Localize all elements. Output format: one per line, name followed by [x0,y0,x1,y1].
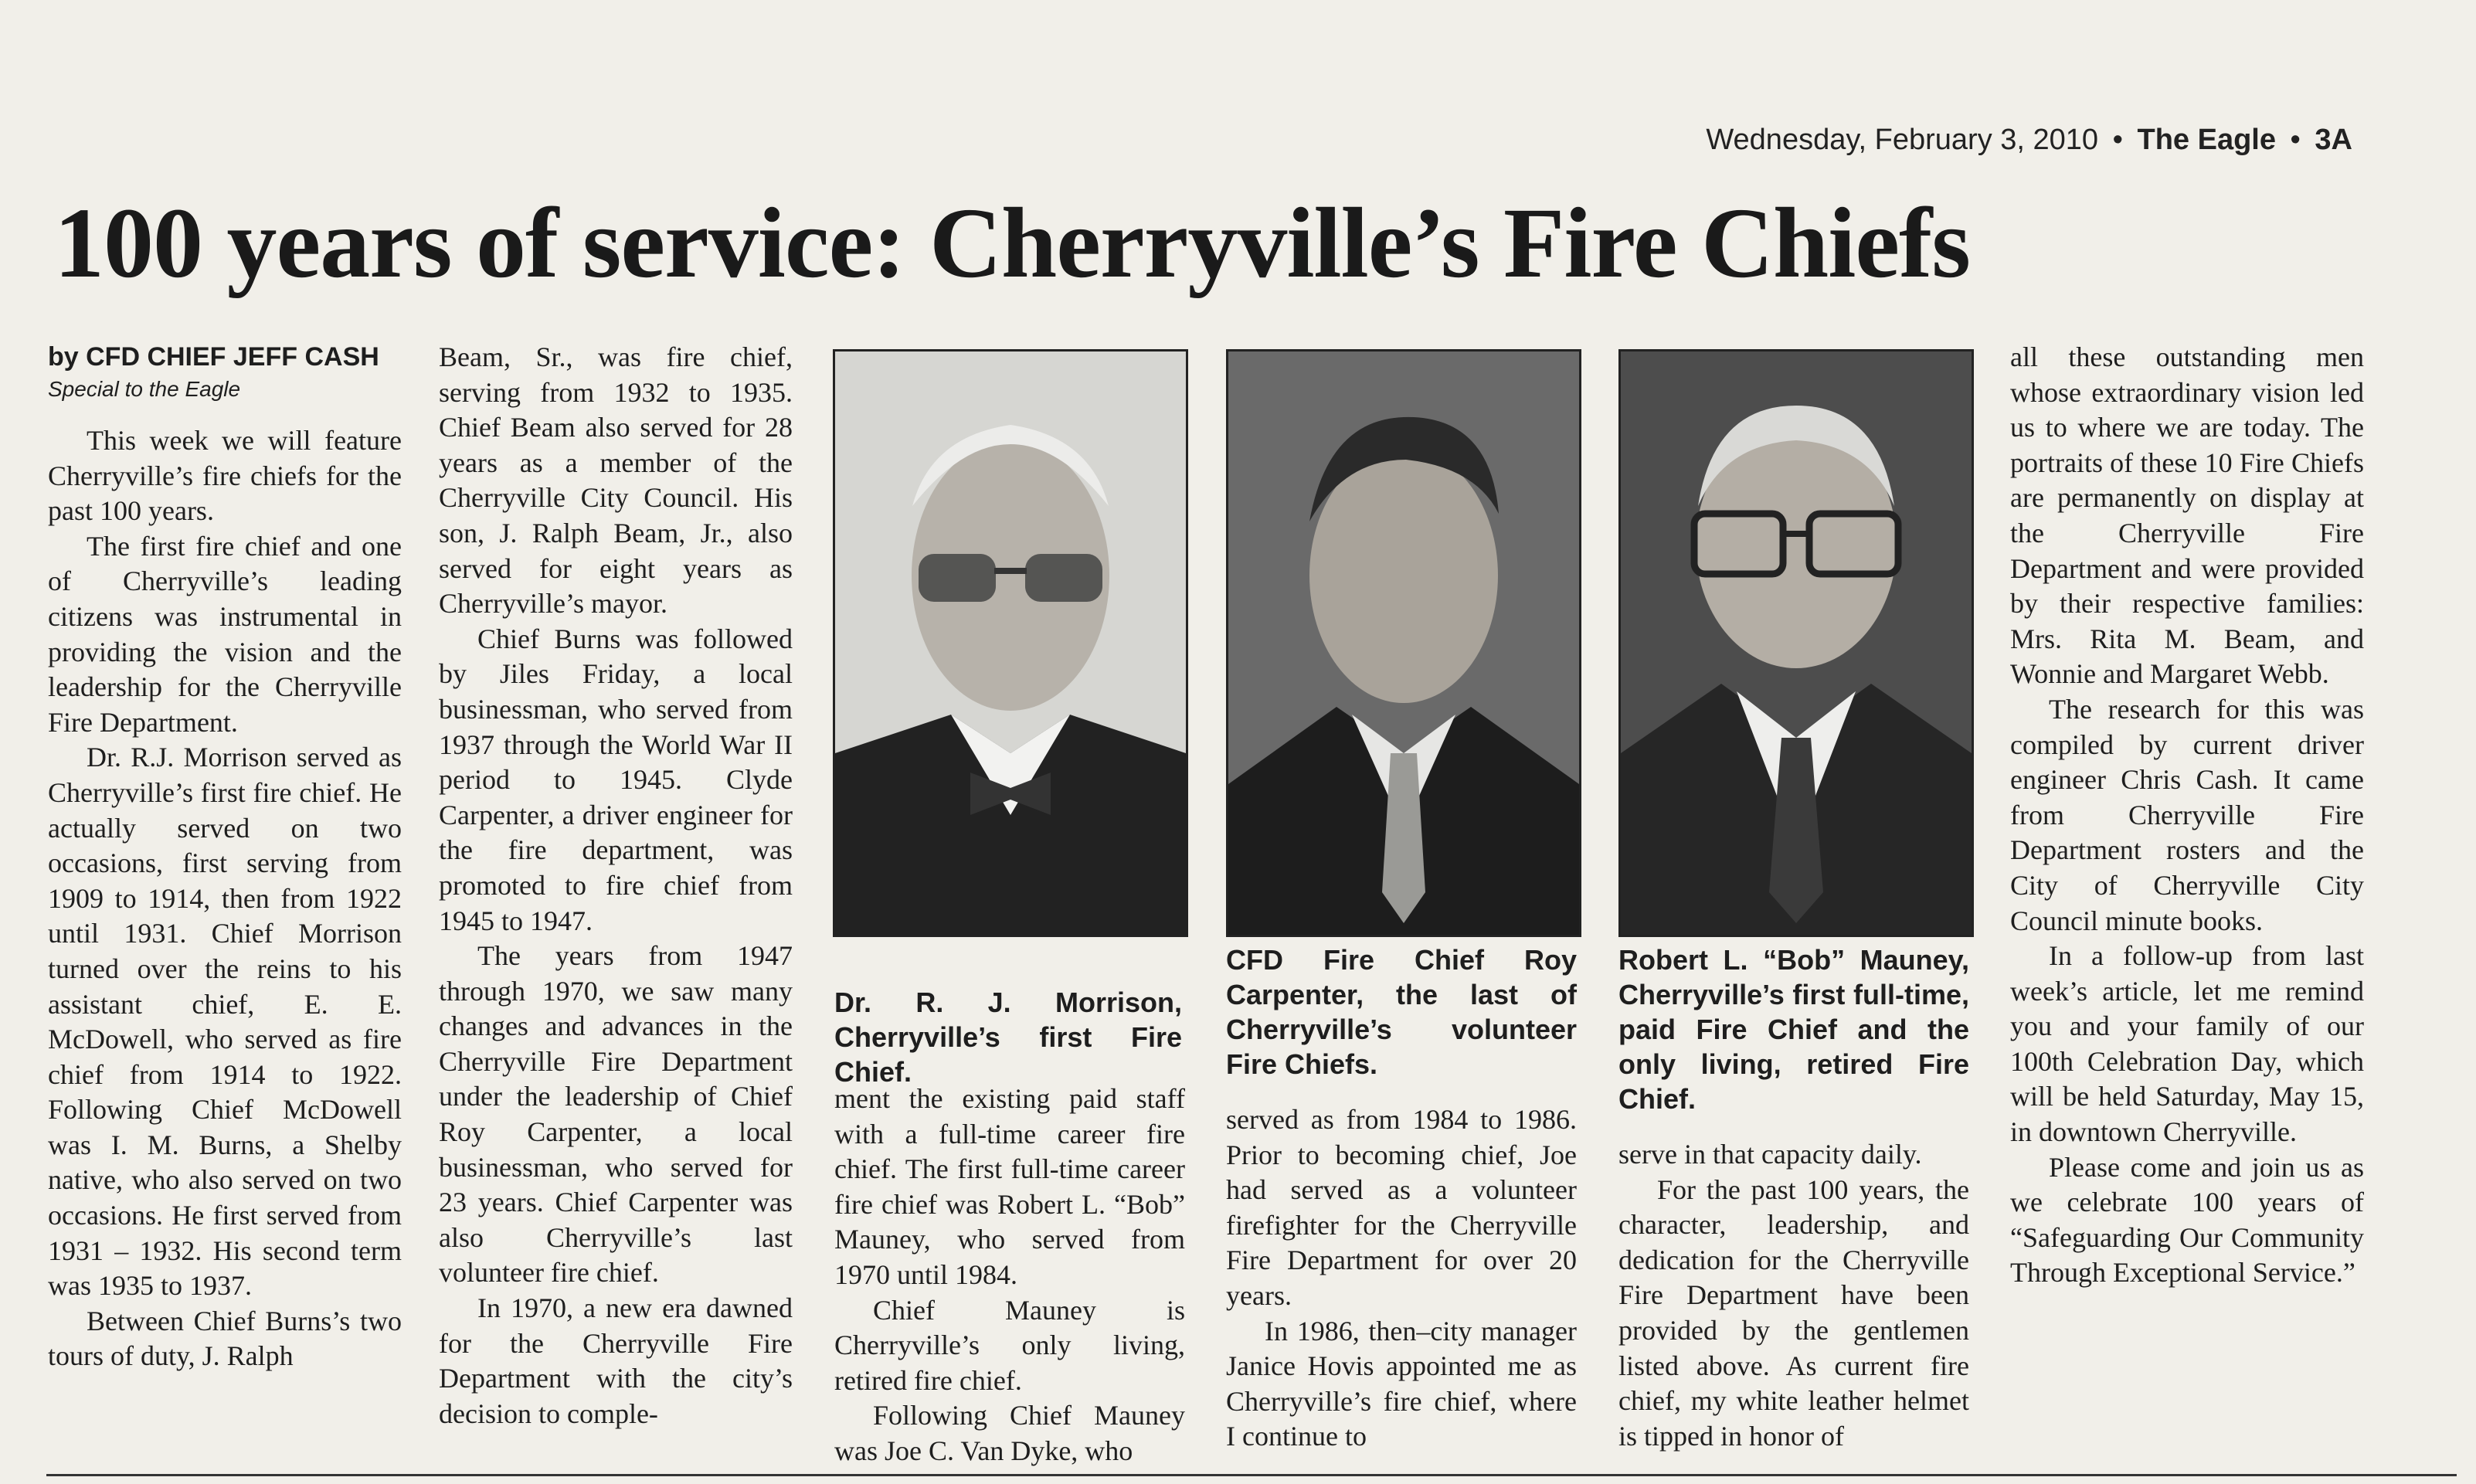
photo-caption: Robert L. “Bob” Mauney, Cherryville’s first full-time, paid Fire Chief and the only living, retired Fire Chief. [1618,944,1969,1115]
paragraph: The years from 1947 through 1970, we saw many changes and advances in the Cherryville Fire Department under the leadership of Chief Roy Carpenter, a local businessman, who served for 23 years. Chief Carpenter was also Cherryville’s last volunteer fire chief. [439,940,793,1289]
column-2 [439,340,793,1431]
paragraph: For the past 100 years, the character, leadership, and dedication for the Cherryville Fire Department have been provided by the gentlemen listed above. As current fire chief, my white leather helmet is tipped in honor of [1618,1173,1969,1452]
paragraph: Chief Burns was followed by Jiles Friday, a local businessman, who served from 1937 through the World War II period to 1945. Clyde Carpenter, a driver engineer for the fire department, was promoted to fire chief from 1945 to 1947. [439,623,793,936]
byline-subtitle: Special to the Eagle [48,377,241,401]
paragraph: Dr. R.J. Morrison served as Cherryville’s first fire chief. He actually served on two occasions, first serving from 1909 to 1914, then from 1922 until 1931. Chief Morrison turned over the reins to his assistant chief, E. E. McDowell, who served as fire chief from 1914 to 1922. Following Chief McDowell was I. M. Burns, a Shelby native, who also served on two occasions. He first served from 1931 – 1932. His second term was 1935 to 1937. [48,742,402,1302]
paragraph: In 1970, a new era dawned for the Cherryville Fire Department with the city’s decision to comple- [439,1292,793,1429]
paragraph: ment the existing paid staff with a full-time career fire chief. The first full-time career fire chief was Robert L. “Bob” Mauney, who served from 1970 until 1984. [834,1083,1185,1290]
column-5 [1618,1137,1969,1454]
paragraph: Chief Mauney is Cherryville’s only living, retired fire chief. [834,1294,1185,1396]
photo-caption: Dr. R. J. Morrison, Cherryville’s first Fire Chief. [834,987,1182,1088]
column-6 [2010,340,2364,1291]
paragraph: all these outstanding men whose extraordinary vision led us to where we are today. The portraits of these 10 Fire Chiefs are permanently on display at the Cherryville Fire Department and were provided by their respective families: Mrs. Rita M. Beam, and Wonnie and Margaret Webb. [2010,341,2364,690]
page-number: 3A [2315,124,2352,156]
paragraph: Between Chief Burns’s two tours of duty, J. Ralph [48,1305,402,1372]
paragraph: In a follow-up from last week’s article, let me remind you and your family of our 100th Celebration Day, which will be held Saturday, May 15, in downtown Cherryville. [2010,940,2364,1148]
photo-morrison [833,349,1188,937]
headline: 100 years of service: Cherryville’s Fire Chiefs [54,188,1970,299]
paragraph: serve in that capacity daily. [1618,1139,1922,1170]
byline: by CFD CHIEF JEFF CASH [48,342,379,372]
paragraph: Beam, Sr., was fire chief, serving from 1932 to 1935. Chief Beam also served for 28 years as a member of the Cherryville City Council. His son, J. Ralph Beam, Jr., also served for eight years as Cherryville’s mayor. [439,341,793,620]
paragraph: The research for this was compiled by current driver engineer Chris Cash. It came from Cherryville Fire Department rosters and the City of Cherryville City Council minute books. [2010,693,2364,936]
photo-carpenter [1226,349,1581,937]
paragraph: This week we will feature Cherryville’s fire chiefs for the past 100 years. [48,425,402,527]
photo-mauney [1618,349,1974,937]
bullet-separator: • [2112,124,2123,156]
column-1 [48,340,402,1374]
bullet-separator: • [2290,124,2301,156]
page-header [1706,124,2352,157]
paragraph: Please come and join us as we celebrate 100 years of “Safeguarding Our Community Through Exceptional Service.” [2010,1151,2364,1289]
paragraph: Following Chief Mauney was Joe C. Van Dyke, who [834,1400,1185,1466]
bottom-rule [46,1474,2457,1476]
column-3 [834,1082,1185,1469]
paragraph: In 1986, then–city manager Janice Hovis appointed me as Cherryville’s fire chief, where I continue to [1226,1315,1577,1452]
paragraph: served as from 1984 to 1986. Prior to becoming chief, Joe had served as a volunteer firefighter for the Cherryville Fire Department for over 20 years. [1226,1104,1577,1311]
paragraph: The first fire chief and one of Cherryville’s leading citizens was instrumental in providing the vision and the leadership for the Cherryville Fire Department. [48,530,402,738]
newspaper-name: The Eagle [2137,124,2276,156]
column-4 [1226,1102,1577,1455]
photo-caption: CFD Fire Chief Roy Carpenter, the last of Cherryville’s volunteer Fire Chiefs. [1226,944,1577,1080]
issue-date: Wednesday, February 3, 2010 [1706,124,2099,156]
